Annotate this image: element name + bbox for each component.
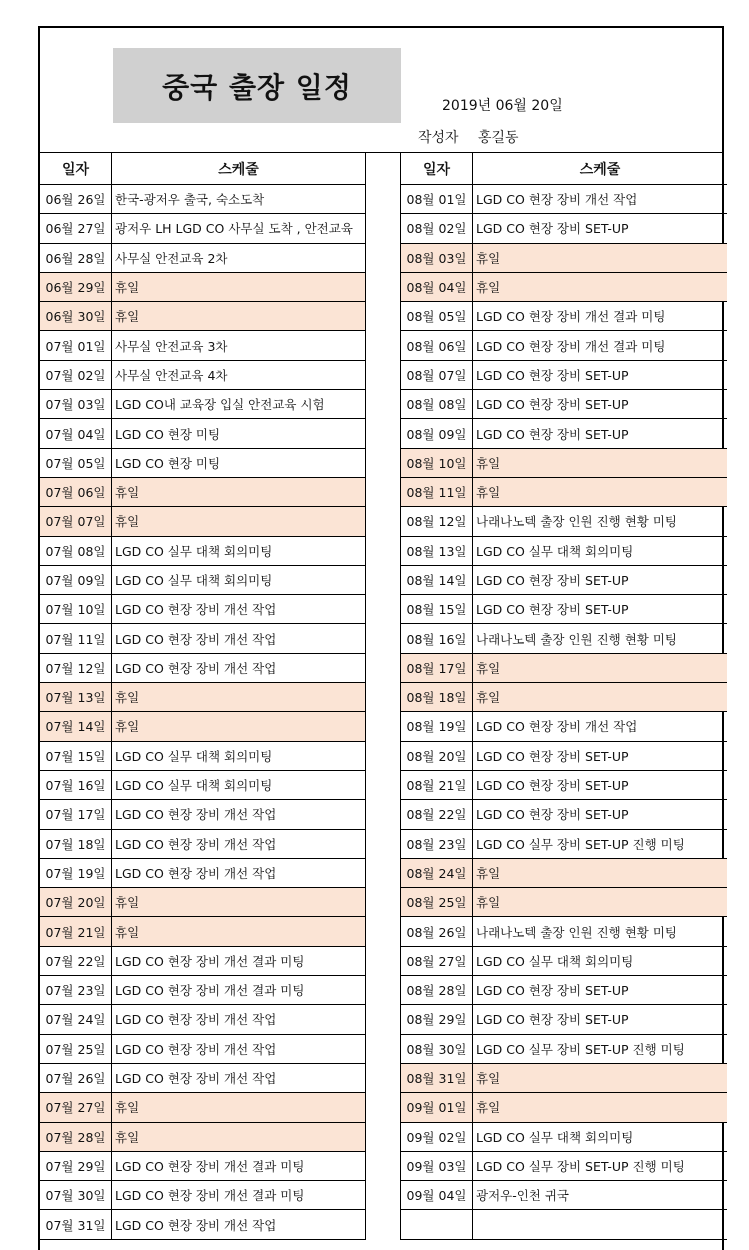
schedule-cell: LGD CO 현장 장비 SET-UP [476, 748, 629, 764]
schedule-cell: 한국-광저우 출국, 숙소도착 [115, 192, 265, 208]
table-row [401, 624, 727, 653]
schedule-cell: LGD CO 실무 장비 SET-UP 진행 미팅 [476, 1158, 685, 1174]
schedule-cell: LGD CO 현장 장비 개선 작업 [115, 1041, 277, 1057]
date-cell: 08월 22일 [401, 800, 473, 828]
title-box [113, 48, 401, 123]
schedule-cell: LGD CO 실무 대책 회의미팅 [115, 778, 273, 794]
schedule-cell: LGD CO 현장 장비 개선 작업 [115, 602, 277, 618]
date-cell: 08월 12일 [401, 507, 473, 535]
schedule-column-header: 스케줄 [218, 161, 259, 178]
schedule-cell: 사무실 안전교육 2차 [115, 250, 228, 266]
date-cell: 07월 19일 [40, 859, 112, 887]
schedule-cell [473, 1210, 727, 1238]
schedule-cell: LGD CO 현장 장비 개선 작업 [476, 719, 638, 735]
schedule-table-left [40, 153, 366, 1240]
holiday-cell: 휴일 [476, 690, 501, 706]
date-cell: 07월 18일 [40, 830, 112, 858]
schedule-cell: 광저우 LH LGD CO 사무실 도착 , 안전교육 [115, 221, 353, 237]
table-row [40, 214, 365, 243]
date-cell: 07월 03일 [40, 390, 112, 418]
date-cell: 07월 09일 [40, 566, 112, 594]
schedule-cell: LGD CO 실무 대책 회의미팅 [115, 573, 273, 588]
schedule-cell: LGD CO 실무 장비 SET-UP 진행 미팅 [476, 1041, 685, 1057]
table-row [40, 742, 365, 771]
table-row [40, 361, 365, 390]
date-cell: 08월 05일 [401, 302, 473, 330]
table-row [401, 917, 727, 946]
table-row [401, 1210, 727, 1239]
date-column-header: 일자 [401, 153, 473, 184]
schedule-cell: LGD CO 현장 장비 개선 결과 미팅 [115, 1158, 305, 1174]
date-cell: 07월 04일 [40, 419, 112, 447]
date-cell: 08월 02일 [401, 214, 473, 242]
date-cell: 08월 17일 [401, 654, 473, 682]
date-cell: 08월 07일 [401, 361, 473, 389]
table-row [40, 1210, 365, 1239]
table-row [401, 800, 727, 829]
holiday-cell: 휴일 [476, 1100, 501, 1116]
holiday-cell: 휴일 [476, 250, 501, 266]
date-cell: 08월 04일 [401, 273, 473, 301]
date-cell: 07월 31일 [40, 1210, 112, 1238]
holiday-cell: 휴일 [476, 1071, 501, 1087]
table-row [401, 859, 727, 888]
table-row [401, 331, 727, 360]
date-cell: 08월 10일 [401, 449, 473, 477]
schedule-cell: LGD CO 현장 장비 SET-UP [476, 983, 629, 999]
holiday-cell: 휴일 [115, 1100, 140, 1116]
date-cell: 07월 06일 [40, 478, 112, 506]
table-row [40, 419, 365, 448]
table-row [40, 800, 365, 829]
table-row [40, 302, 365, 331]
holiday-cell: 휴일 [476, 865, 501, 881]
table-row [40, 390, 365, 419]
schedule-cell: LGD CO 현장 장비 개선 작업 [115, 836, 277, 852]
schedule-cell: 광저우-인천 귀국 [476, 1188, 570, 1204]
document-date: 2019년 06월 20일 [442, 98, 563, 114]
table-row [401, 1035, 727, 1064]
schedule-cell: LGD CO 현장 장비 개선 결과 미팅 [476, 338, 666, 354]
table-row [40, 185, 365, 214]
date-cell: 06월 29일 [40, 273, 112, 301]
date-cell: 08월 23일 [401, 830, 473, 858]
table-row [40, 624, 365, 653]
table-row [40, 917, 365, 946]
date-cell: 07월 20일 [40, 888, 112, 916]
date-cell: 07월 27일 [40, 1093, 112, 1121]
date-cell: 07월 30일 [40, 1181, 112, 1209]
date-cell: 07월 12일 [40, 654, 112, 682]
table-row [40, 595, 365, 624]
table-body-right [401, 185, 727, 1240]
schedule-cell: LGD CO 현장 장비 개선 결과 미팅 [115, 1188, 305, 1204]
schedule-cell: LGD CO 현장 장비 개선 작업 [115, 1217, 277, 1233]
table-row [401, 654, 727, 683]
schedule-cell: LGD CO 현장 장비 개선 작업 [115, 865, 277, 881]
table-row [40, 1005, 365, 1034]
holiday-cell: 휴일 [115, 690, 140, 706]
table-row [40, 771, 365, 800]
holiday-cell: 휴일 [476, 895, 501, 911]
table-row [401, 478, 727, 507]
holiday-cell: 휴일 [115, 514, 140, 530]
date-cell: 06월 28일 [40, 244, 112, 272]
table-row [401, 1123, 727, 1152]
table-row [40, 830, 365, 859]
table-row [401, 566, 727, 595]
table-header [40, 153, 365, 185]
schedule-cell: LGD CO 현장 장비 개선 작업 [115, 1071, 277, 1087]
schedule-table-right [400, 153, 727, 1240]
schedule-cell: LGD CO 현장 장비 SET-UP [476, 221, 629, 237]
date-cell: 08월 09일 [401, 419, 473, 447]
date-cell: 08월 29일 [401, 1005, 473, 1033]
date-cell: 07월 07일 [40, 507, 112, 535]
table-row [40, 654, 365, 683]
table-row [40, 712, 365, 741]
holiday-cell: 휴일 [476, 660, 501, 676]
date-cell: 08월 11일 [401, 478, 473, 506]
holiday-cell: 휴일 [115, 280, 140, 296]
date-cell: 07월 10일 [40, 595, 112, 623]
table-row [40, 1093, 365, 1122]
date-cell: 08월 13일 [401, 537, 473, 565]
date-cell: 07월 28일 [40, 1123, 112, 1151]
author-name: 홍길동 [478, 130, 519, 146]
date-cell: 08월 30일 [401, 1035, 473, 1063]
table-row [401, 537, 727, 566]
table-row [40, 331, 365, 360]
table-row [40, 273, 365, 302]
table-row [40, 683, 365, 712]
schedule-cell: LGD CO 실무 대책 회의미팅 [476, 1129, 634, 1145]
date-cell: 07월 15일 [40, 742, 112, 770]
schedule-cell: LGD CO 현장 장비 개선 작업 [115, 1012, 277, 1028]
schedule-cell: LGD CO 현장 미팅 [115, 426, 221, 442]
schedule-cell: 나래나노텍 출장 인원 진행 현황 미팅 [476, 514, 677, 530]
date-cell: 07월 21일 [40, 917, 112, 945]
table-row [40, 1152, 365, 1181]
date-cell: 06월 30일 [40, 302, 112, 330]
table-row [401, 888, 727, 917]
date-cell: 08월 20일 [401, 742, 473, 770]
table-row [40, 478, 365, 507]
date-cell: 07월 02일 [40, 361, 112, 389]
schedule-cell: LGD CO 현장 장비 SET-UP [476, 367, 629, 383]
date-cell: 07월 14일 [40, 712, 112, 740]
date-cell: 07월 11일 [40, 624, 112, 652]
table-row [401, 712, 727, 741]
table-row [401, 185, 727, 214]
date-cell: 07월 01일 [40, 331, 112, 359]
holiday-cell: 휴일 [115, 719, 140, 735]
schedule-cell: LGD CO 현장 장비 개선 작업 [115, 631, 277, 647]
schedule-cell: LGD CO 현장 미팅 [115, 455, 221, 471]
date-cell: 07월 08일 [40, 537, 112, 565]
table-row [401, 419, 727, 448]
holiday-cell: 휴일 [115, 485, 140, 501]
date-cell: 08월 08일 [401, 390, 473, 418]
table-body-left [40, 185, 365, 1240]
table-row [401, 361, 727, 390]
table-row [40, 449, 365, 478]
table-row [40, 1123, 365, 1152]
table-header [401, 153, 727, 185]
table-row [401, 683, 727, 712]
date-cell: 08월 15일 [401, 595, 473, 623]
date-cell: 09월 04일 [401, 1181, 473, 1209]
date-cell: 08월 24일 [401, 859, 473, 887]
schedule-cell: LGD CO 현장 장비 SET-UP [476, 397, 629, 413]
date-cell: 08월 18일 [401, 683, 473, 711]
schedule-cell: LGD CO 실무 대책 회의미팅 [115, 748, 273, 764]
table-row [40, 1181, 365, 1210]
table-row [40, 507, 365, 536]
table-row [40, 1035, 365, 1064]
date-cell: 07월 25일 [40, 1035, 112, 1063]
schedule-cell: LGD CO 현장 장비 SET-UP [476, 573, 629, 588]
holiday-cell: 휴일 [115, 1129, 140, 1145]
date-cell: 08월 21일 [401, 771, 473, 799]
table-row [401, 947, 727, 976]
date-cell: 07월 24일 [40, 1005, 112, 1033]
date-cell: 08월 16일 [401, 624, 473, 652]
schedule-cell: LGD CO내 교육장 입실 안전교육 시험 [115, 397, 325, 413]
table-row [40, 947, 365, 976]
date-cell: 07월 29일 [40, 1152, 112, 1180]
date-cell: 07월 23일 [40, 976, 112, 1004]
table-row [40, 566, 365, 595]
schedule-cell: LGD CO 실무 대책 회의미팅 [476, 543, 634, 559]
schedule-column-header: 스케줄 [579, 161, 621, 178]
date-cell: 08월 26일 [401, 917, 473, 945]
date-cell: 08월 14일 [401, 566, 473, 594]
schedule-cell: LGD CO 현장 장비 SET-UP [476, 1012, 629, 1028]
date-cell: 07월 13일 [40, 683, 112, 711]
schedule-cell: 사무실 안전교육 4차 [115, 367, 228, 383]
table-row [401, 1005, 727, 1034]
holiday-cell: 휴일 [476, 280, 501, 296]
table-row [40, 976, 365, 1005]
table-row [401, 830, 727, 859]
table-row [401, 1064, 727, 1093]
date-cell: 09월 03일 [401, 1152, 473, 1180]
table-row [401, 976, 727, 1005]
table-row [401, 214, 727, 243]
table-row [401, 273, 727, 302]
date-cell: 08월 27일 [401, 947, 473, 975]
table-row [401, 742, 727, 771]
schedule-cell: 나래나노텍 출장 인원 진행 현황 미팅 [476, 924, 677, 940]
date-cell: 08월 19일 [401, 712, 473, 740]
date-cell: 09월 02일 [401, 1123, 473, 1151]
date-cell: 08월 01일 [401, 185, 473, 213]
table-row [401, 1152, 727, 1181]
date-cell [401, 1210, 473, 1238]
schedule-cell: LGD CO 실무 대책 회의미팅 [476, 953, 634, 969]
schedule-cell: LGD CO 현장 장비 SET-UP [476, 778, 629, 794]
holiday-cell: 휴일 [115, 895, 140, 911]
schedule-cell: LGD CO 실무 장비 SET-UP 진행 미팅 [476, 836, 685, 852]
date-cell: 08월 06일 [401, 331, 473, 359]
schedule-cell: 나래나노텍 출장 인원 진행 현황 미팅 [476, 631, 677, 647]
schedule-cell: LGD CO 현장 장비 개선 작업 [115, 660, 277, 676]
table-row [401, 507, 727, 536]
table-row [401, 302, 727, 331]
schedule-cell: LGD CO 현장 장비 개선 작업 [115, 807, 277, 823]
date-cell: 08월 03일 [401, 244, 473, 272]
date-cell: 07월 05일 [40, 449, 112, 477]
table-row [40, 537, 365, 566]
holiday-cell: 휴일 [115, 924, 140, 940]
schedule-sheet [38, 26, 724, 1250]
schedule-cell: LGD CO 현장 장비 SET-UP [476, 602, 629, 618]
table-row [40, 244, 365, 273]
page-title: 중국 출장 일정 [162, 70, 352, 104]
date-cell: 08월 25일 [401, 888, 473, 916]
table-row [401, 771, 727, 800]
date-column-header: 일자 [40, 153, 112, 184]
table-row [401, 449, 727, 478]
table-row [401, 1181, 727, 1210]
table-row [401, 595, 727, 624]
date-cell: 07월 22일 [40, 947, 112, 975]
date-cell: 07월 16일 [40, 771, 112, 799]
table-row [401, 390, 727, 419]
table-row [40, 859, 365, 888]
schedule-cell: LGD CO 현장 장비 개선 결과 미팅 [476, 309, 666, 325]
holiday-cell: 휴일 [476, 485, 501, 501]
date-cell: 08월 31일 [401, 1064, 473, 1092]
table-row [40, 1064, 365, 1093]
table-row [401, 1093, 727, 1122]
date-cell: 07월 17일 [40, 800, 112, 828]
schedule-cell: LGD CO 현장 장비 SET-UP [476, 807, 629, 823]
date-cell: 06월 26일 [40, 185, 112, 213]
date-cell: 08월 28일 [401, 976, 473, 1004]
table-row [40, 888, 365, 917]
schedule-cell: LGD CO 현장 장비 SET-UP [476, 426, 629, 442]
schedule-cell: LGD CO 현장 장비 개선 결과 미팅 [115, 953, 305, 969]
holiday-cell: 휴일 [115, 309, 140, 325]
author-label: 작성자 [418, 130, 459, 146]
holiday-cell: 휴일 [476, 455, 501, 471]
table-row [401, 244, 727, 273]
schedule-cell: LGD CO 현장 장비 개선 작업 [476, 192, 638, 208]
schedule-cell: LGD CO 실무 대책 회의미팅 [115, 543, 273, 559]
schedule-cell: LGD CO 현장 장비 개선 결과 미팅 [115, 983, 305, 999]
date-cell: 06월 27일 [40, 214, 112, 242]
date-cell: 09월 01일 [401, 1093, 473, 1121]
schedule-cell: 사무실 안전교육 3차 [115, 338, 228, 354]
date-cell: 07월 26일 [40, 1064, 112, 1092]
